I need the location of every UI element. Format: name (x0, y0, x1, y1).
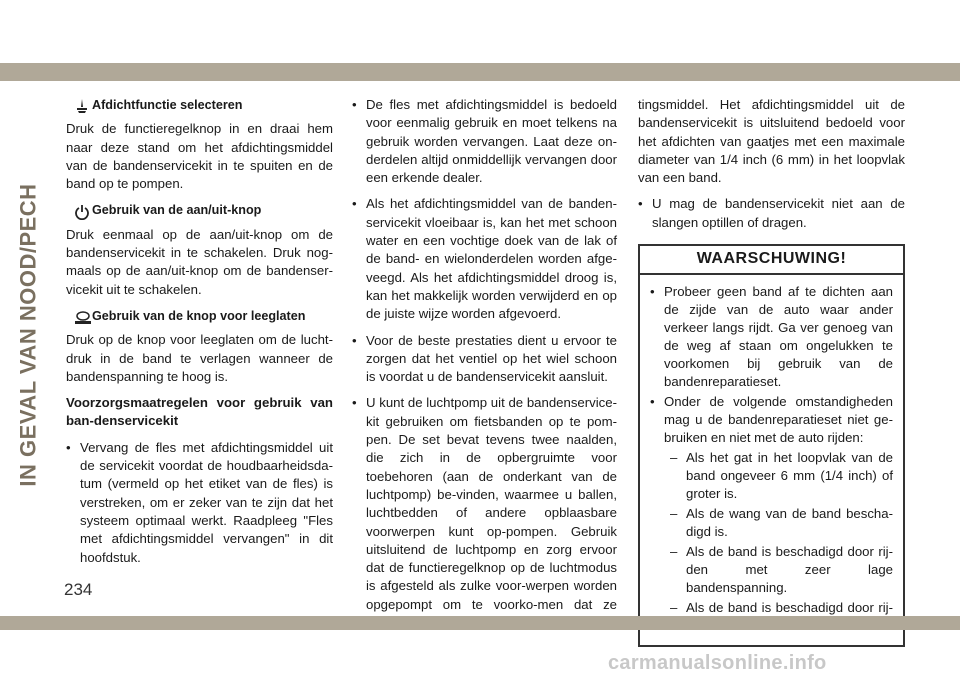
list-item: • U kunt de luchtpomp uit de bandenservice-kit gebruiken om fietsbanden op te pom-pen. De set bevat tevens twee naalden, die zich in de opbergruimte voor toebehoren (aan de onderkant van de luchtpomp) be-vinden, waarmee u ballen, luchtbedden of andere opblaasbare voorwerpen kunt op-pompen. Gebruik uitsluitend de luchtpomp en zorg ervoor dat de functieregelknop op de luchtmodus is afgesteld als zulke voor-werpen worden opgepompt om te voorko-men dat ze (352, 394, 617, 632)
deflate-icon (74, 309, 90, 325)
seal-mode-icon (74, 98, 90, 114)
warning-item: • Onder de volgende omstandigheden mag u de bandenreparatieset niet ge-bruiken en niet met de auto rijden: (650, 393, 893, 447)
paragraph-deflate-button: Druk op de knop voor leeglaten om de lucht-druk in de band te verlagen wanneer de bandenspanning te hoog is. (66, 332, 333, 384)
warning-item: • Probeer geen band af te dichten aan de zijde van de auto waar ander verkeer langs rijdt. Ga ver genoeg van de weg af staan om ongelukken te voorkomen bij gebruik van de bandenreparatieset. (650, 283, 893, 391)
paragraph-seal-function: Druk de functieregelknop in en draai hem naar deze stand om het afdichtingsmiddel van de bandenservicekit in te spuiten en de band op te pompen. (66, 121, 333, 192)
list-item: • Vervang de fles met afdichtingsmiddel uit de servicekit voordat de houdbaarheidsda-tum (vermeld op het etiket van de fles) is verstreken, om er zeker van te zijn dat het systeem optimaal werkt. Raadpleeg "Fles met afdichtingsmiddel vervangen" in dit hoofdstuk. (66, 439, 333, 567)
subheading-seal-function-label: Afdichtfunctie selecteren (92, 98, 243, 112)
section-side-tab-label: IN GEVAL VAN NOOD/PECH (16, 183, 41, 487)
section-side-tab (14, 100, 44, 570)
column-2 (352, 96, 617, 640)
watermark: carmanualsonline.info (608, 652, 827, 674)
footer-band (0, 616, 960, 630)
warning-body (640, 275, 903, 645)
subheading-deflate-button-label: Gebruik van de knop voor leeglaten (92, 308, 306, 323)
warning-subitem: – Als de band is beschadigd door rij- (650, 599, 893, 635)
heading-precautions: Voorzorgsmaatregelen voor gebruik van ban-denservicekit (66, 395, 333, 429)
header-stripe (0, 63, 960, 81)
page-number: 234 (64, 580, 93, 599)
subheading-power-button (66, 201, 333, 219)
list-item: • U mag de bandenservicekit niet aan de slangen optillen of dragen. (638, 195, 905, 232)
column-1 (66, 96, 333, 575)
warning-title: WAARSCHUWING! (640, 246, 903, 275)
power-icon (74, 204, 90, 220)
warning-subitem: – Als de band is beschadigd door rij-den met zeer lage bandenspanning. (650, 543, 893, 597)
subheading-power-button-label: Gebruik van de aan/uit-knop (92, 203, 262, 218)
list-item: • Voor de beste prestaties dient u ervoor te zorgen dat het ventiel op het wiel schoon is voordat u de bandenservicekit aansluit. (352, 332, 617, 387)
warning-box (638, 244, 905, 647)
paragraph-continued: tingsmiddel. Het afdichtingsmiddel uit de bandenservicekit is uitsluitend bedoeld voor het afdichten van gaatjes met een maximale diameter van 1/4 inch (6 mm) in het loopvlak van een band. (638, 97, 905, 186)
column-3 (638, 96, 905, 647)
warning-subitem: – Als het gat in het loopvlak van de band ongeveer 6 mm (1/4 inch) of groter is. (650, 449, 893, 503)
list-item: • De fles met afdichtingsmiddel is bedoeld voor eenmalig gebruik en moet telkens na gebruik worden vervangen. Laat deze on-derdelen altijd onmiddellijk vervangen door een erkende dealer. (352, 96, 617, 187)
warning-subitem: – Als de wang van de band bescha-digd is. (650, 505, 893, 541)
subheading-deflate-button (66, 307, 333, 325)
subheading-seal-function (66, 96, 333, 114)
paragraph-power-button: Druk eenmaal op de aan/uit-knop om de bandenservicekit in te schakelen. Druk nog-maals op de aan/uit-knop om de bandenser-vicekit uit te schakelen. (66, 226, 333, 297)
list-item: • Als het afdichtingsmiddel van de banden-servicekit vloeibaar is, kan het met schoon water en een vochtige doek van de lak of de band- en wielonderdelen worden afge-veegd. Als het afdichtingsmiddel droog is, kan het makkelijk worden verwijderd en op de juiste wijze worden afgevoerd. (352, 195, 617, 323)
